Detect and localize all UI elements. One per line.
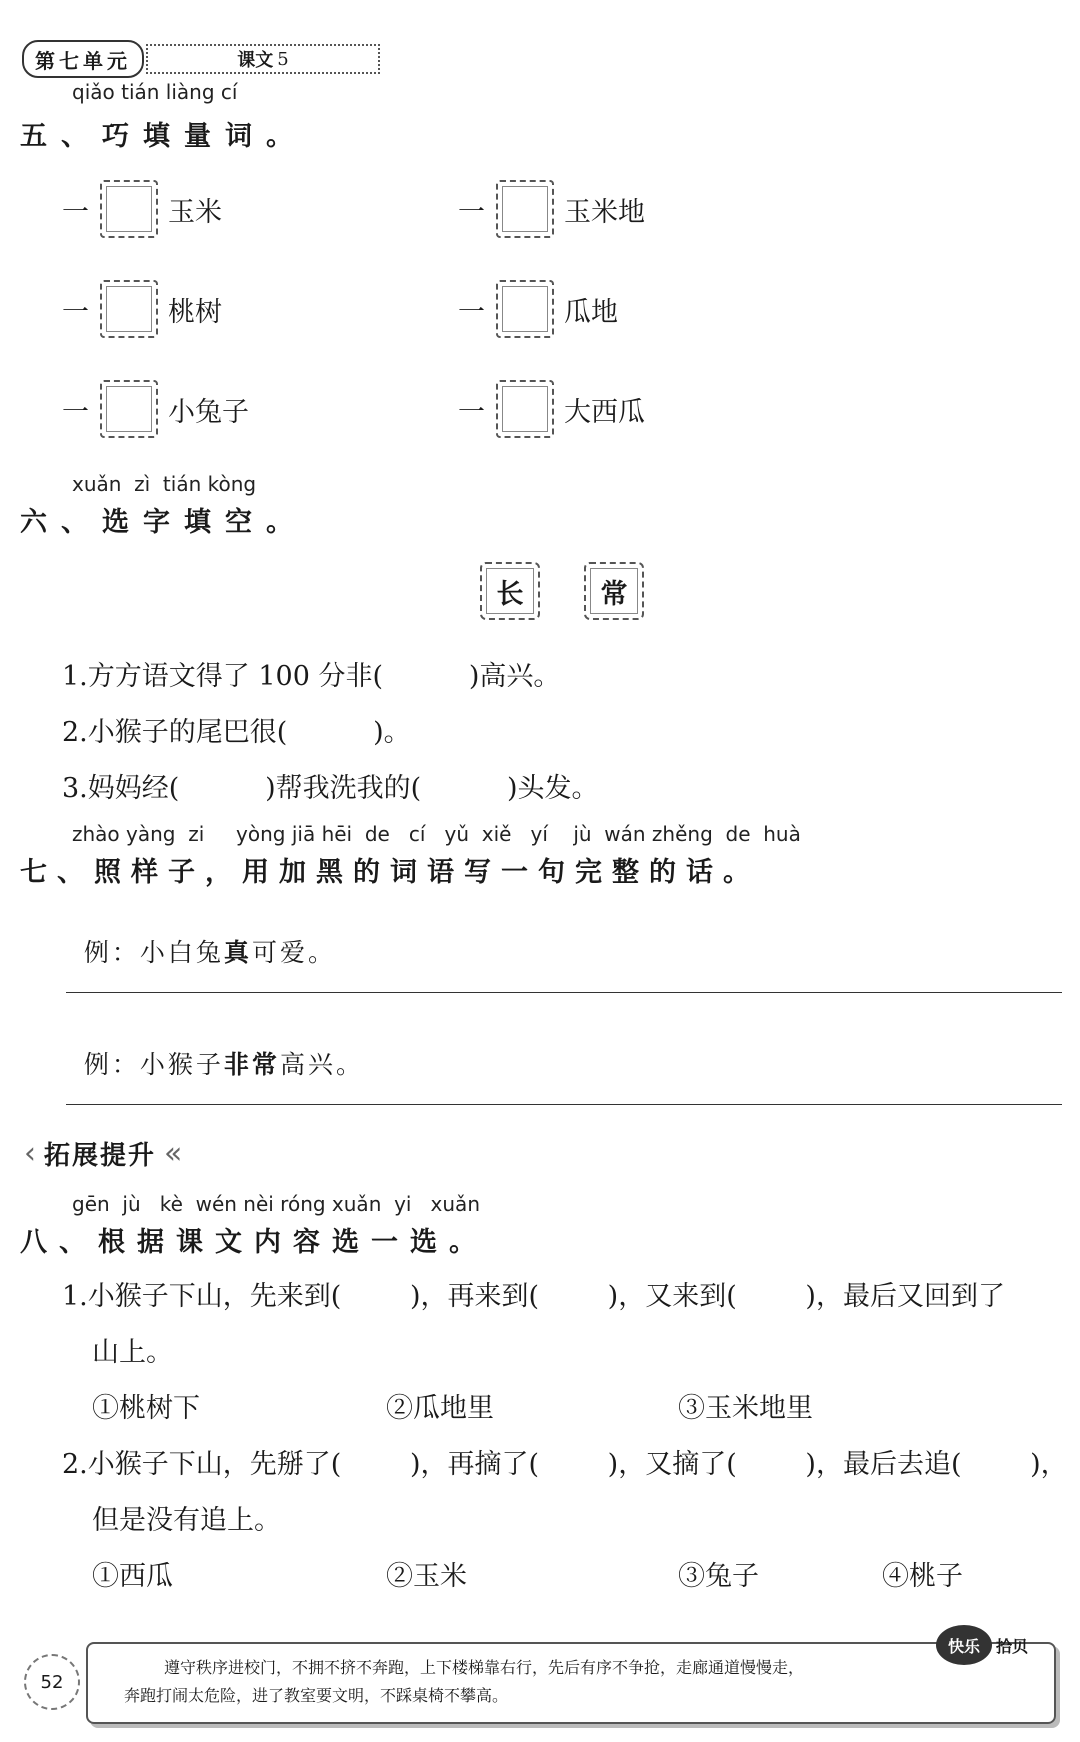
- logo-bubble: 快乐: [936, 1625, 992, 1665]
- choice-option: ②玉米: [386, 1561, 467, 1592]
- measure-prefix: 一: [458, 197, 485, 228]
- char-option-box: 常: [584, 562, 644, 620]
- choice-option: ③兔子: [678, 1561, 759, 1592]
- extension-label: 拓展提升: [44, 1140, 157, 1171]
- measure-answer-box[interactable]: [496, 280, 554, 338]
- example-text: 例：小白兔: [83, 938, 224, 967]
- choice-option: ①西瓜: [92, 1561, 173, 1592]
- sec7-title: 七、照样子，用加黑的词语写一句完整的话。: [20, 857, 760, 888]
- chevron-left-icon: ‹: [24, 1135, 36, 1171]
- measure-noun: 大西瓜: [564, 397, 645, 428]
- measure-noun: 玉米地: [564, 197, 645, 228]
- extension-banner: [24, 1133, 182, 1173]
- example-sentence-1: [62, 904, 336, 969]
- sec5-pinyin: qiǎo tián liàng cí: [72, 80, 238, 104]
- example-text: 可爱。: [251, 938, 336, 967]
- choice-option: ④桃子: [882, 1561, 963, 1592]
- fill-question-3: 3.妈妈经( )帮我洗我的( )头发。: [62, 773, 599, 804]
- measure-prefix: 一: [458, 297, 485, 328]
- footer-motto-box: [86, 1642, 1056, 1724]
- choice-question-2: 2.小猴子下山，先掰了( )，再摘了( )，又摘了( )，最后去追( )，: [62, 1449, 1068, 1480]
- measure-noun: 玉米: [168, 197, 222, 228]
- unit-tag: 第七单元: [22, 40, 144, 78]
- measure-answer-box[interactable]: [100, 180, 158, 238]
- measure-answer-box[interactable]: [100, 380, 158, 438]
- measure-answer-box[interactable]: [496, 180, 554, 238]
- measure-prefix: 一: [62, 297, 89, 328]
- sec8-pinyin: gēn jù kè wén nèi róng xuǎn yi xuǎn: [72, 1192, 480, 1216]
- measure-answer-box[interactable]: [496, 380, 554, 438]
- choice-question-2-cont: 但是没有追上。: [92, 1505, 281, 1536]
- choice-question-1-cont: 山上。: [92, 1337, 173, 1368]
- sec6-pinyin: xuǎn zì tián kòng: [72, 472, 257, 496]
- choice-option: ③玉米地里: [678, 1393, 813, 1424]
- measure-prefix: 一: [62, 397, 89, 428]
- lesson-label: 课文: [237, 50, 274, 71]
- example-text: 高兴。: [279, 1050, 364, 1079]
- sec5-title: 五、巧填量词。: [20, 121, 307, 152]
- lesson-tag: [146, 44, 380, 74]
- example-bold-word: 真: [223, 938, 252, 967]
- example-text: 例：小猴子: [83, 1050, 224, 1079]
- measure-noun: 瓜地: [564, 297, 618, 328]
- page-number: 52: [24, 1654, 80, 1710]
- answer-line-2[interactable]: [66, 1104, 1062, 1105]
- choice-option: ②瓜地里: [386, 1393, 494, 1424]
- sec7-pinyin: zhào yàng zi yòng jiā hēi de cí yǔ xiě yí jù wán zhěng de huà: [72, 822, 801, 846]
- logo-word: 拾贝: [996, 1636, 1029, 1656]
- measure-answer-box[interactable]: [100, 280, 158, 338]
- fill-question-2: 2.小猴子的尾巴很( )。: [62, 717, 411, 748]
- answer-line-1[interactable]: [66, 992, 1062, 993]
- sec6-title: 六、选字填空。: [20, 507, 307, 538]
- measure-noun: 桃树: [168, 297, 222, 328]
- char-option-box: 长: [480, 562, 540, 620]
- sec8-title: 八、根据课文内容选一选。: [20, 1227, 488, 1258]
- footer-motto-line-2: 奔跑打闹太危险，进了教室要文明，不踩桌椅不攀高。: [124, 1686, 509, 1705]
- example-bold-word: 非常: [223, 1050, 280, 1079]
- measure-noun: 小兔子: [168, 397, 249, 428]
- example-sentence-2: [62, 1016, 364, 1081]
- double-chevron-left-icon: «: [164, 1135, 183, 1171]
- brand-logo: [936, 1624, 1028, 1666]
- lesson-number: 5: [277, 48, 289, 70]
- choice-option: ①桃树下: [92, 1393, 200, 1424]
- footer-motto-line-1: 遵守秩序进校门，不拥不挤不奔跑，上下楼梯靠右行，先后有序不争抢，走廊通道慢慢走，: [164, 1658, 805, 1677]
- fill-question-1: 1.方方语文得了 100 分非( )高兴。: [62, 661, 561, 692]
- measure-prefix: 一: [62, 197, 89, 228]
- measure-prefix: 一: [458, 397, 485, 428]
- choice-question-1: 1.小猴子下山，先来到( )，再来到( )，又来到( )，最后又回到了: [62, 1281, 1005, 1312]
